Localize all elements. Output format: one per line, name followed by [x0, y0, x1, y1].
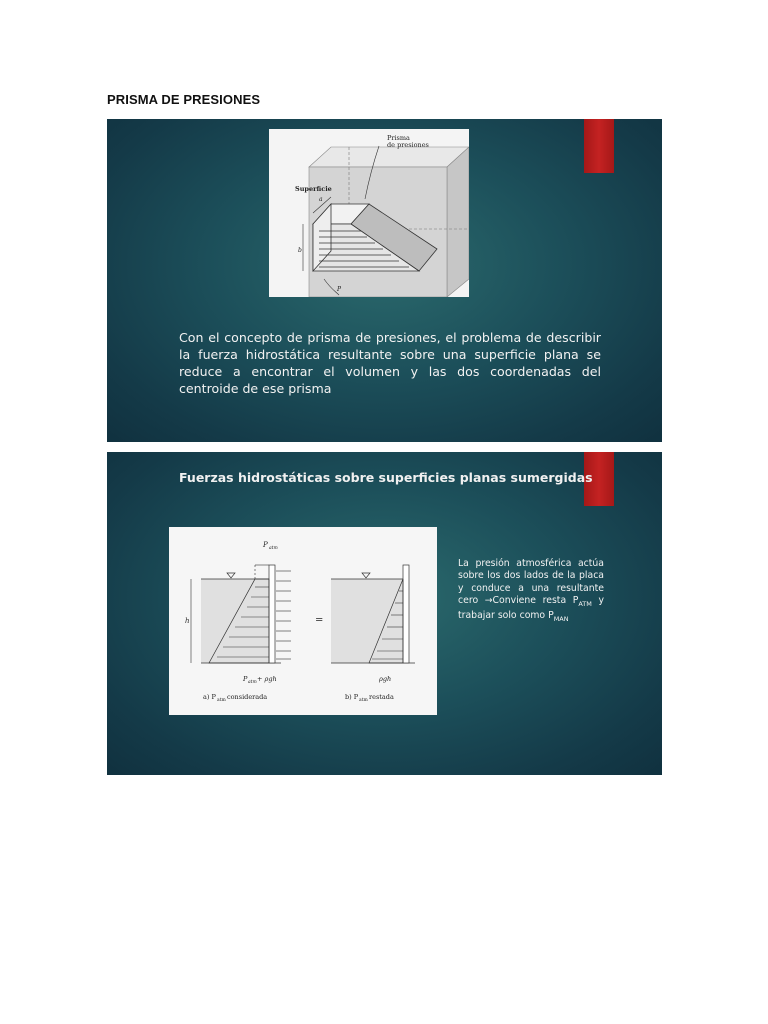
- label-a: a: [319, 196, 323, 203]
- caption-b-sub: atm: [359, 698, 368, 703]
- hydrostatic-plate-figure: [169, 527, 437, 715]
- label-p: P: [337, 286, 342, 293]
- label-prism-2: de presiones: [387, 141, 429, 149]
- label-h: h: [185, 617, 190, 625]
- slide2-paragraph: [458, 558, 604, 626]
- label-surface: Superficie: [295, 185, 332, 193]
- pressure-prism-figure: [269, 129, 469, 297]
- slide2-paragraph-part2: y trabajar solo como P: [458, 595, 604, 622]
- red-accent-tab: [584, 119, 614, 173]
- label-rho-gh: ρgh: [379, 675, 392, 683]
- slide2-title: Fuerzas hidrostáticas sobre superficies planas sumergidas: [179, 470, 593, 485]
- caption-a-prefix: a) P: [203, 693, 216, 701]
- label-b: b: [298, 247, 302, 254]
- label-patm-bottom-sub: atm: [248, 680, 257, 685]
- pressure-prism-diagram: [269, 129, 469, 297]
- caption-b-prefix: b) P: [345, 693, 359, 701]
- label-equals: =: [315, 615, 324, 626]
- label-rho-gh-sum: + ρgh: [257, 675, 277, 683]
- label-patm-top-sub: atm: [269, 546, 278, 551]
- hydrostatic-plate-diagram: [169, 527, 437, 715]
- sub-atm: ATM: [578, 600, 592, 609]
- sub-man: MAN: [553, 615, 569, 624]
- caption-a-sub: atm: [217, 698, 226, 703]
- slide2-paragraph-part1: La presión atmosférica actúa sobre los dos lados de la placa y conduce a una resultante cero →Conviene resta P: [458, 558, 604, 607]
- slide-fuerzas: [107, 452, 662, 775]
- label-patm-bottom: P: [243, 675, 248, 683]
- label-patm-top: P: [263, 541, 268, 549]
- label-prism-1: Prisma: [387, 134, 410, 142]
- caption-a-suffix: considerada: [227, 693, 268, 701]
- page-heading: PRISMA DE PRESIONES: [107, 92, 261, 107]
- slide-prisma: [107, 119, 662, 442]
- caption-b-suffix: restada: [369, 693, 394, 701]
- slide1-paragraph: Con el concepto de prisma de presiones, el problema de describir la fuerza hidrostática resultante sobre una superficie plana se reduce a encontrar el volumen y las dos coordenadas del centroide de ese prisma: [179, 330, 601, 396]
